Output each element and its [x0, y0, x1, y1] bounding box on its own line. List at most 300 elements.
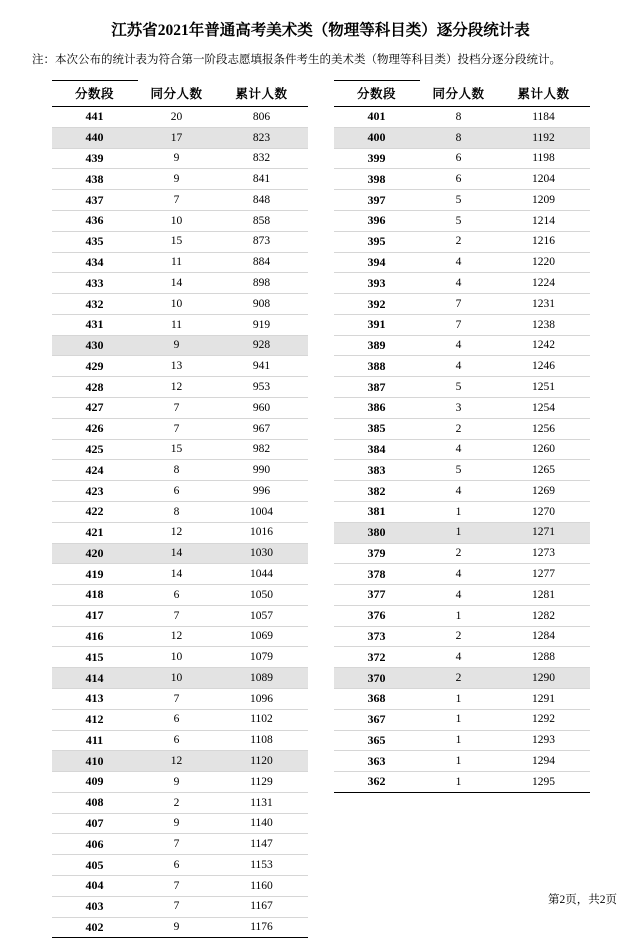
cell-score: 425 — [52, 439, 138, 460]
cell-cumulative-count: 1153 — [216, 855, 308, 876]
cell-same-count: 2 — [138, 792, 216, 813]
cell-same-count: 8 — [420, 127, 498, 148]
table-row — [334, 231, 590, 252]
table-row — [52, 876, 308, 897]
cell-score: 397 — [334, 190, 420, 211]
cell-score: 404 — [52, 876, 138, 897]
cell-score: 426 — [52, 418, 138, 439]
cell-same-count: 2 — [420, 668, 498, 689]
cell-cumulative-count: 1004 — [216, 501, 308, 522]
cell-cumulative-count: 1271 — [498, 522, 590, 543]
cell-cumulative-count: 941 — [216, 356, 308, 377]
table-row — [334, 169, 590, 190]
table-row — [334, 190, 590, 211]
cell-same-count: 7 — [138, 605, 216, 626]
table-row — [52, 418, 308, 439]
cell-score: 377 — [334, 585, 420, 606]
cell-score: 401 — [334, 107, 420, 128]
cell-score: 398 — [334, 169, 420, 190]
cell-score: 387 — [334, 377, 420, 398]
statistics-tables — [0, 80, 641, 938]
cell-cumulative-count: 996 — [216, 481, 308, 502]
cell-same-count: 8 — [138, 460, 216, 481]
cell-cumulative-count: 1216 — [498, 231, 590, 252]
score-table-left — [52, 80, 308, 938]
cell-cumulative-count: 1290 — [498, 668, 590, 689]
table-row — [52, 335, 308, 356]
cell-score: 414 — [52, 668, 138, 689]
table-header-left — [52, 81, 308, 107]
cell-score: 363 — [334, 751, 420, 772]
cell-cumulative-count: 1176 — [216, 917, 308, 938]
cell-score: 431 — [52, 314, 138, 335]
table-row — [52, 543, 308, 564]
cell-same-count: 4 — [420, 252, 498, 273]
cell-cumulative-count: 1281 — [498, 585, 590, 606]
cell-cumulative-count: 1242 — [498, 335, 590, 356]
cell-cumulative-count: 832 — [216, 148, 308, 169]
table-body-left — [52, 107, 308, 938]
cell-cumulative-count: 1089 — [216, 668, 308, 689]
cell-score: 420 — [52, 543, 138, 564]
cell-score: 382 — [334, 481, 420, 502]
cell-same-count: 15 — [138, 231, 216, 252]
cell-cumulative-count: 1120 — [216, 751, 308, 772]
cell-same-count: 1 — [420, 772, 498, 793]
cell-cumulative-count: 1246 — [498, 356, 590, 377]
cell-score: 437 — [52, 190, 138, 211]
cell-cumulative-count: 1293 — [498, 730, 590, 751]
cell-same-count: 4 — [420, 439, 498, 460]
cell-score: 417 — [52, 605, 138, 626]
cell-cumulative-count: 841 — [216, 169, 308, 190]
cell-same-count: 4 — [420, 481, 498, 502]
cell-same-count: 7 — [138, 398, 216, 419]
cell-cumulative-count: 1265 — [498, 460, 590, 481]
cell-same-count: 1 — [420, 688, 498, 709]
cell-same-count: 9 — [138, 813, 216, 834]
column-header-same-count: 同分人数 — [138, 81, 216, 107]
table-row — [334, 564, 590, 585]
cell-cumulative-count: 1292 — [498, 709, 590, 730]
cell-same-count: 7 — [138, 688, 216, 709]
cell-cumulative-count: 1220 — [498, 252, 590, 273]
cell-cumulative-count: 908 — [216, 294, 308, 315]
cell-same-count: 2 — [420, 626, 498, 647]
cell-score: 415 — [52, 647, 138, 668]
cell-score: 376 — [334, 605, 420, 626]
cell-score: 403 — [52, 896, 138, 917]
cell-score: 407 — [52, 813, 138, 834]
cell-same-count: 8 — [138, 501, 216, 522]
table-row — [52, 668, 308, 689]
table-row — [334, 377, 590, 398]
page-footer: 第2页，共2页 — [548, 894, 617, 906]
cell-same-count: 4 — [420, 335, 498, 356]
cell-score: 430 — [52, 335, 138, 356]
cell-score: 418 — [52, 585, 138, 606]
cell-score: 440 — [52, 127, 138, 148]
cell-cumulative-count: 1282 — [498, 605, 590, 626]
cell-same-count: 9 — [138, 148, 216, 169]
table-row — [52, 813, 308, 834]
cell-same-count: 10 — [138, 668, 216, 689]
cell-score: 429 — [52, 356, 138, 377]
table-row — [52, 439, 308, 460]
cell-same-count: 12 — [138, 626, 216, 647]
cell-cumulative-count: 1192 — [498, 127, 590, 148]
cell-score: 402 — [52, 917, 138, 938]
cell-cumulative-count: 1256 — [498, 418, 590, 439]
score-table-right — [334, 80, 590, 793]
cell-cumulative-count: 1140 — [216, 813, 308, 834]
table-row — [52, 772, 308, 793]
table-row — [52, 273, 308, 294]
cell-same-count: 13 — [138, 356, 216, 377]
table-row — [52, 294, 308, 315]
cell-score: 432 — [52, 294, 138, 315]
cell-cumulative-count: 1269 — [498, 481, 590, 502]
cell-cumulative-count: 1284 — [498, 626, 590, 647]
cell-score: 392 — [334, 294, 420, 315]
cell-score: 441 — [52, 107, 138, 128]
cell-same-count: 6 — [138, 585, 216, 606]
cell-same-count: 7 — [138, 834, 216, 855]
cell-cumulative-count: 1129 — [216, 772, 308, 793]
table-row — [334, 647, 590, 668]
table-row — [52, 564, 308, 585]
table-row — [52, 855, 308, 876]
cell-score: 439 — [52, 148, 138, 169]
cell-same-count: 15 — [138, 439, 216, 460]
table-row — [52, 356, 308, 377]
table-row — [52, 688, 308, 709]
table-row — [334, 709, 590, 730]
cell-same-count: 9 — [138, 335, 216, 356]
cell-score: 421 — [52, 522, 138, 543]
table-row — [52, 127, 308, 148]
cell-same-count: 10 — [138, 211, 216, 232]
table-row — [334, 211, 590, 232]
table-row — [52, 917, 308, 938]
cell-score: 410 — [52, 751, 138, 772]
cell-score: 422 — [52, 501, 138, 522]
table-body-right — [334, 107, 590, 793]
cell-cumulative-count: 806 — [216, 107, 308, 128]
cell-same-count: 7 — [138, 896, 216, 917]
cell-same-count: 7 — [420, 294, 498, 315]
cell-cumulative-count: 1102 — [216, 709, 308, 730]
cell-score: 372 — [334, 647, 420, 668]
cell-score: 428 — [52, 377, 138, 398]
column-header-cumulative-count: 累计人数 — [216, 81, 308, 107]
cell-score: 362 — [334, 772, 420, 793]
table-row — [334, 605, 590, 626]
cell-cumulative-count: 1291 — [498, 688, 590, 709]
cell-score: 365 — [334, 730, 420, 751]
cell-cumulative-count: 858 — [216, 211, 308, 232]
table-row — [334, 418, 590, 439]
table-row — [334, 335, 590, 356]
table-row — [52, 252, 308, 273]
cell-cumulative-count: 982 — [216, 439, 308, 460]
cell-score: 396 — [334, 211, 420, 232]
cell-cumulative-count: 1214 — [498, 211, 590, 232]
cell-score: 388 — [334, 356, 420, 377]
cell-score: 383 — [334, 460, 420, 481]
document-note: 注：本次公布的统计表为符合第一阶段志愿填报条件考生的美术类（物理等科目类）投档分逐分段统计。 — [32, 54, 561, 66]
table-row — [52, 647, 308, 668]
cell-same-count: 7 — [138, 190, 216, 211]
cell-cumulative-count: 1044 — [216, 564, 308, 585]
cell-score: 386 — [334, 398, 420, 419]
cell-score: 380 — [334, 522, 420, 543]
cell-cumulative-count: 1294 — [498, 751, 590, 772]
cell-cumulative-count: 1270 — [498, 501, 590, 522]
cell-cumulative-count: 1069 — [216, 626, 308, 647]
cell-cumulative-count: 1198 — [498, 148, 590, 169]
cell-same-count: 1 — [420, 730, 498, 751]
table-row — [334, 688, 590, 709]
cell-same-count: 6 — [138, 709, 216, 730]
cell-score: 393 — [334, 273, 420, 294]
table-row — [52, 792, 308, 813]
cell-cumulative-count: 1030 — [216, 543, 308, 564]
cell-same-count: 12 — [138, 751, 216, 772]
cell-cumulative-count: 1050 — [216, 585, 308, 606]
table-row — [334, 294, 590, 315]
cell-same-count: 7 — [138, 876, 216, 897]
table-row — [334, 398, 590, 419]
cell-same-count: 1 — [420, 605, 498, 626]
cell-score: 424 — [52, 460, 138, 481]
cell-score: 405 — [52, 855, 138, 876]
cell-cumulative-count: 1254 — [498, 398, 590, 419]
cell-score: 394 — [334, 252, 420, 273]
cell-score: 384 — [334, 439, 420, 460]
column-header-same-count: 同分人数 — [420, 81, 498, 107]
cell-cumulative-count: 1096 — [216, 688, 308, 709]
table-row — [52, 585, 308, 606]
table-row — [334, 772, 590, 793]
table-row — [334, 314, 590, 335]
cell-score: 423 — [52, 481, 138, 502]
cell-cumulative-count: 823 — [216, 127, 308, 148]
cell-same-count: 10 — [138, 647, 216, 668]
cell-cumulative-count: 990 — [216, 460, 308, 481]
table-row — [334, 252, 590, 273]
table-row — [52, 231, 308, 252]
cell-score: 373 — [334, 626, 420, 647]
cell-same-count: 3 — [420, 398, 498, 419]
cell-cumulative-count: 967 — [216, 418, 308, 439]
cell-same-count: 17 — [138, 127, 216, 148]
cell-score: 416 — [52, 626, 138, 647]
cell-cumulative-count: 928 — [216, 335, 308, 356]
cell-cumulative-count: 1131 — [216, 792, 308, 813]
cell-cumulative-count: 1147 — [216, 834, 308, 855]
cell-cumulative-count: 1184 — [498, 107, 590, 128]
cell-cumulative-count: 1204 — [498, 169, 590, 190]
table-row — [52, 751, 308, 772]
cell-same-count: 6 — [138, 481, 216, 502]
cell-cumulative-count: 1160 — [216, 876, 308, 897]
document-page — [0, 18, 641, 934]
cell-cumulative-count: 1288 — [498, 647, 590, 668]
table-row — [334, 107, 590, 128]
table-row — [52, 501, 308, 522]
page-title: 江苏省2021年普通高考美术类（物理等科目类）逐分段统计表 — [111, 22, 530, 39]
cell-same-count: 12 — [138, 522, 216, 543]
cell-same-count: 8 — [420, 107, 498, 128]
cell-score: 367 — [334, 709, 420, 730]
cell-score: 368 — [334, 688, 420, 709]
cell-score: 385 — [334, 418, 420, 439]
cell-cumulative-count: 884 — [216, 252, 308, 273]
cell-score: 391 — [334, 314, 420, 335]
cell-cumulative-count: 1108 — [216, 730, 308, 751]
cell-same-count: 9 — [138, 169, 216, 190]
cell-same-count: 1 — [420, 522, 498, 543]
cell-cumulative-count: 1224 — [498, 273, 590, 294]
cell-cumulative-count: 1016 — [216, 522, 308, 543]
table-row — [334, 668, 590, 689]
table-row — [334, 585, 590, 606]
table-row — [52, 148, 308, 169]
table-row — [334, 127, 590, 148]
table-row — [52, 314, 308, 335]
table-row — [334, 501, 590, 522]
cell-score: 433 — [52, 273, 138, 294]
column-header-score: 分数段 — [52, 81, 138, 107]
cell-score: 400 — [334, 127, 420, 148]
cell-score: 438 — [52, 169, 138, 190]
table-row — [334, 439, 590, 460]
cell-score: 412 — [52, 709, 138, 730]
cell-score: 370 — [334, 668, 420, 689]
table-row — [52, 481, 308, 502]
cell-score: 406 — [52, 834, 138, 855]
cell-cumulative-count: 1260 — [498, 439, 590, 460]
cell-cumulative-count: 1277 — [498, 564, 590, 585]
cell-cumulative-count: 848 — [216, 190, 308, 211]
cell-same-count: 4 — [420, 585, 498, 606]
table-row — [52, 626, 308, 647]
table-row — [334, 730, 590, 751]
table-row — [334, 543, 590, 564]
column-header-score: 分数段 — [334, 81, 420, 107]
cell-cumulative-count: 873 — [216, 231, 308, 252]
cell-cumulative-count: 953 — [216, 377, 308, 398]
cell-cumulative-count: 1167 — [216, 896, 308, 917]
cell-same-count: 5 — [420, 190, 498, 211]
cell-cumulative-count: 1273 — [498, 543, 590, 564]
table-row — [52, 377, 308, 398]
cell-same-count: 20 — [138, 107, 216, 128]
cell-score: 435 — [52, 231, 138, 252]
cell-same-count: 7 — [420, 314, 498, 335]
table-row — [334, 356, 590, 377]
cell-same-count: 6 — [420, 148, 498, 169]
cell-cumulative-count: 898 — [216, 273, 308, 294]
cell-cumulative-count: 1231 — [498, 294, 590, 315]
cell-score: 413 — [52, 688, 138, 709]
cell-cumulative-count: 1079 — [216, 647, 308, 668]
cell-same-count: 4 — [420, 273, 498, 294]
cell-cumulative-count: 1057 — [216, 605, 308, 626]
cell-score: 399 — [334, 148, 420, 169]
cell-same-count: 2 — [420, 231, 498, 252]
cell-same-count: 12 — [138, 377, 216, 398]
cell-score: 389 — [334, 335, 420, 356]
cell-same-count: 14 — [138, 564, 216, 585]
cell-same-count: 14 — [138, 543, 216, 564]
cell-same-count: 14 — [138, 273, 216, 294]
cell-score: 434 — [52, 252, 138, 273]
table-row — [52, 107, 308, 128]
table-row — [334, 522, 590, 543]
cell-score: 411 — [52, 730, 138, 751]
cell-same-count: 2 — [420, 543, 498, 564]
table-row — [52, 211, 308, 232]
cell-same-count: 1 — [420, 501, 498, 522]
cell-cumulative-count: 1209 — [498, 190, 590, 211]
table-row — [334, 626, 590, 647]
cell-score: 436 — [52, 211, 138, 232]
table-row — [334, 751, 590, 772]
cell-same-count: 4 — [420, 564, 498, 585]
cell-score: 419 — [52, 564, 138, 585]
cell-same-count: 11 — [138, 314, 216, 335]
cell-same-count: 5 — [420, 377, 498, 398]
cell-cumulative-count: 919 — [216, 314, 308, 335]
cell-same-count: 6 — [138, 730, 216, 751]
table-row — [334, 148, 590, 169]
cell-same-count: 5 — [420, 460, 498, 481]
column-header-cumulative-count: 累计人数 — [498, 81, 590, 107]
cell-cumulative-count: 1238 — [498, 314, 590, 335]
cell-cumulative-count: 1295 — [498, 772, 590, 793]
cell-same-count: 9 — [138, 772, 216, 793]
cell-score: 395 — [334, 231, 420, 252]
cell-score: 381 — [334, 501, 420, 522]
table-row — [52, 398, 308, 419]
table-row — [334, 481, 590, 502]
table-row — [52, 834, 308, 855]
cell-same-count: 4 — [420, 356, 498, 377]
table-row — [334, 273, 590, 294]
cell-same-count: 4 — [420, 647, 498, 668]
table-header-right — [334, 81, 590, 107]
cell-same-count: 7 — [138, 418, 216, 439]
table-row — [52, 709, 308, 730]
cell-score: 379 — [334, 543, 420, 564]
cell-cumulative-count: 960 — [216, 398, 308, 419]
table-row — [52, 605, 308, 626]
cell-same-count: 6 — [138, 855, 216, 876]
table-row — [52, 169, 308, 190]
cell-same-count: 1 — [420, 751, 498, 772]
cell-same-count: 6 — [420, 169, 498, 190]
table-row — [52, 522, 308, 543]
cell-same-count: 11 — [138, 252, 216, 273]
table-row — [334, 460, 590, 481]
table-row — [52, 460, 308, 481]
table-row — [52, 190, 308, 211]
cell-score: 378 — [334, 564, 420, 585]
cell-score: 409 — [52, 772, 138, 793]
cell-cumulative-count: 1251 — [498, 377, 590, 398]
